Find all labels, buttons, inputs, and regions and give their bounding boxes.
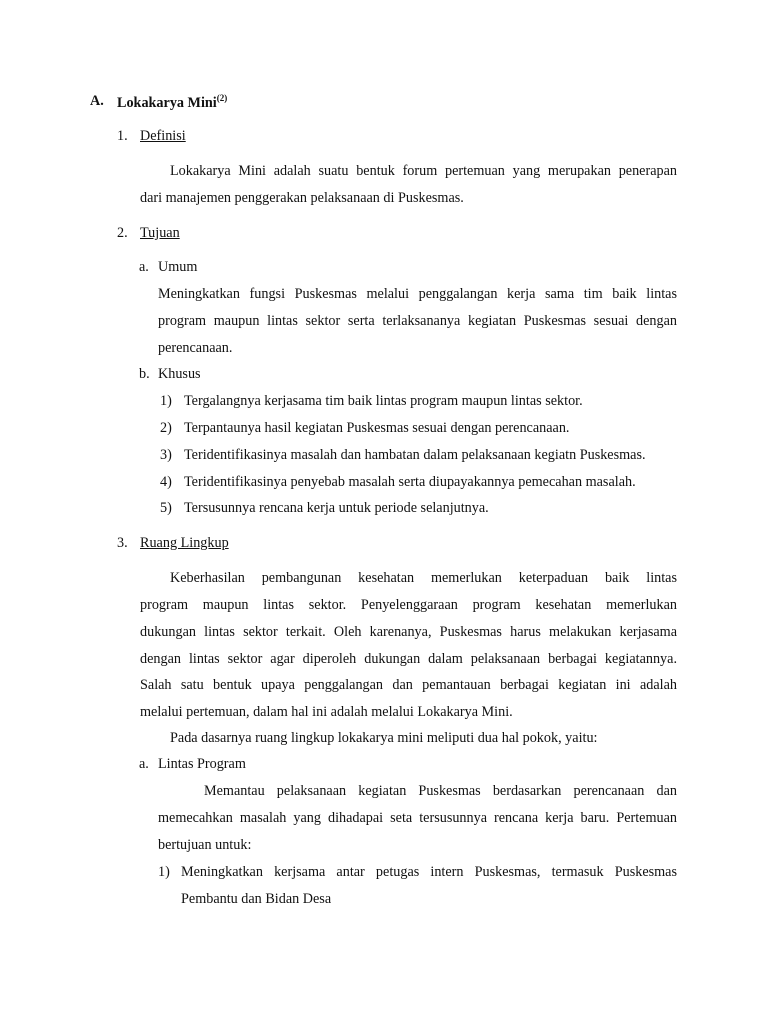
umum-label: Umum xyxy=(158,259,198,275)
ruang-line: melalui pertemuan, dalam hal ini adalah melalui Lokakarya Mini. xyxy=(140,704,513,720)
section-title-text: Lokakarya Mini xyxy=(117,95,217,111)
umum-marker: a. xyxy=(139,259,149,275)
khusus-marker: b. xyxy=(139,366,150,382)
khusus-item-text: Teridentifikasinya masalah dan hambatan dalam pelaksanaan kegiatn Puskesmas. xyxy=(184,447,646,463)
lintas-item-line: Pembantu dan Bidan Desa xyxy=(181,891,332,907)
ruang-line: program maupun lintas sektor. Penyelenggaraan program kesehatan memerlukan xyxy=(140,597,677,613)
ruang-intro: Pada dasarnya ruang lingkup lokakarya mini meliputi dua hal pokok, yaitu: xyxy=(170,730,598,746)
section-letter: A. xyxy=(90,93,104,109)
ruang-line: Keberhasilan pembangunan kesehatan memerlukan keterpaduan baik lintas xyxy=(170,570,677,586)
khusus-item-text: Tergalangnya kerjasama tim baik lintas program maupun lintas sektor. xyxy=(184,393,583,409)
definisi-heading: Definisi xyxy=(140,128,186,144)
lintas-item-line: Meningkatkan kerjsama antar petugas intern Puskesmas, termasuk Puskesmas xyxy=(181,864,677,880)
lintas-item-num: 1) xyxy=(158,864,170,880)
khusus-item-num: 1) xyxy=(160,393,172,409)
section-footnote: (2) xyxy=(216,93,228,103)
definisi-line: Lokakarya Mini adalah suatu bentuk forum pertemuan yang merupakan penerapan xyxy=(170,163,677,179)
ruang-line: dengan lintas sektor agar diperoleh dukungan dalam pelaksanaan berbagai kegiatannya. xyxy=(140,651,677,667)
ruang-heading: Ruang Lingkup xyxy=(140,535,229,551)
khusus-item-num: 2) xyxy=(160,420,172,436)
lintas-line: memecahkan masalah yang dihadapai seta tersusunnya rencana kerja baru. Pertemuan xyxy=(158,810,677,826)
umum-line: Meningkatkan fungsi Puskesmas melalui penggalangan kerja sama tim baik lintas xyxy=(158,286,677,302)
khusus-item-text: Tersusunnya rencana kerja untuk periode selanjutnya. xyxy=(184,500,489,516)
umum-line: perencanaan. xyxy=(158,340,233,356)
lintas-line: bertujuan untuk: xyxy=(158,837,252,853)
ruang-line: Salah satu bentuk upaya penggalangan dan pemantauan berbagai kegiatan ini adalah xyxy=(140,677,677,693)
tujuan-number: 2. xyxy=(117,225,128,241)
khusus-label: Khusus xyxy=(158,366,201,382)
khusus-item-num: 3) xyxy=(160,447,172,463)
definisi-number: 1. xyxy=(117,128,128,144)
ruang-line: dukungan lintas sektor terkait. Oleh karenanya, Puskesmas harus melakukan kerjasama xyxy=(140,624,677,640)
ruang-number: 3. xyxy=(117,535,128,551)
lintas-label: Lintas Program xyxy=(158,756,246,772)
khusus-item-num: 4) xyxy=(160,474,172,490)
khusus-item-text: Terpantaunya hasil kegiatan Puskesmas sesuai dengan perencanaan. xyxy=(184,420,570,436)
lintas-marker: a. xyxy=(139,756,149,772)
section-title xyxy=(117,94,227,110)
definisi-line: dari manajemen penggerakan pelaksanaan di Puskesmas. xyxy=(140,190,464,206)
lintas-line: Memantau pelaksanaan kegiatan Puskesmas berdasarkan perencanaan dan xyxy=(204,783,677,799)
umum-line: program maupun lintas sektor serta terlaksananya kegiatan Puskesmas sesuai dengan xyxy=(158,313,677,329)
tujuan-heading: Tujuan xyxy=(140,225,180,241)
khusus-item-num: 5) xyxy=(160,500,172,516)
khusus-item-text: Teridentifikasinya penyebab masalah serta diupayakannya pemecahan masalah. xyxy=(184,474,636,490)
